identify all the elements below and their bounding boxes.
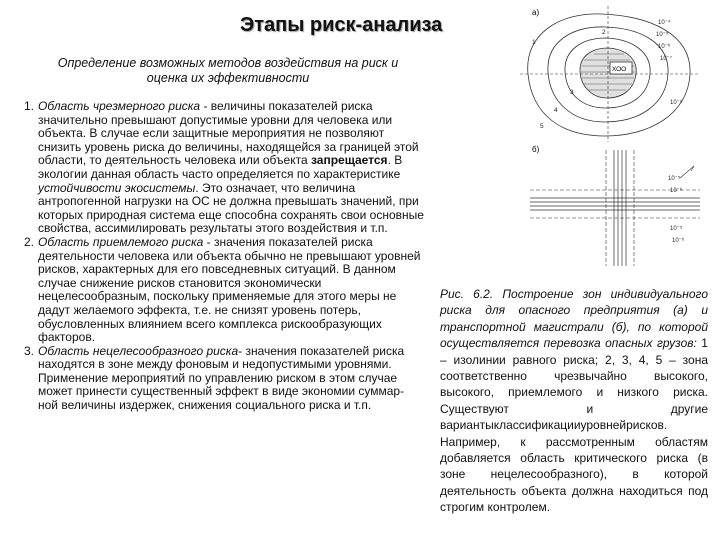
list-item-2 <box>24 236 424 345</box>
page-title: Этапы риск-анализа <box>240 14 443 36</box>
iso-label: 10⁻⁷ <box>660 56 673 62</box>
figure-a-risk-zones <box>510 4 710 144</box>
item-text: . В экологии данная область часто определяется по характеристике <box>38 153 403 181</box>
iso-label: 10⁻⁴ <box>658 20 671 26</box>
list-item-3 <box>24 345 424 413</box>
iso-label: 10⁻⁶ <box>672 238 685 244</box>
iso-label: 10⁻⁸ <box>670 100 683 106</box>
risk-areas-list <box>24 100 424 413</box>
list-item-1 <box>24 100 424 236</box>
figure-b-route-zones <box>520 142 710 270</box>
iso-label: 10⁻⁵ <box>670 226 683 232</box>
item-text: - значения показателей риска деятельности человека или объекта обычно не превышают уровней рисков, характерных для его повседневных ситуаций. В данном случае снижение рисков становится экономически нецелесообразным, поскольку применяемые для этого меры не дадут желаемого эффекта, т.е. не снизят уровень потерь, обусловленных влиянием всего комплекса рискообразующих факторов. <box>38 234 421 345</box>
zone-number: 3 <box>570 89 574 96</box>
figure-a-label: а) <box>532 8 540 17</box>
iso-label: 10⁻⁵ <box>656 32 669 38</box>
item-term: Область приемлемого риска <box>38 234 204 249</box>
item-number: 3. <box>24 343 35 358</box>
item-term: Область нецелесообразного риска <box>38 343 239 358</box>
caption-prefix: Рис. 6.2. Построение зон индивидуального риска для опасного предприятия (а) и транспортной магистрали (б), по которой осуществляется перевозка опасных грузов: <box>440 287 708 351</box>
figure-b-label: б) <box>532 145 540 154</box>
figure-caption <box>440 286 708 516</box>
item-number: 1. <box>24 99 35 113</box>
item-number: 2. <box>24 234 35 249</box>
zone-number: 4 <box>554 107 558 114</box>
iso-label: 10⁻⁶ <box>670 188 683 194</box>
iso-label: 10⁻⁵ <box>668 176 681 182</box>
iso-label: 10⁻⁶ <box>658 44 671 50</box>
zone-number: 1 <box>532 39 536 46</box>
zone-number: 2 <box>602 29 606 36</box>
item-text: - величины показателей риска значительно превышают допустимые уровни для человека или объекта. В случае если защитные мероприятия не позволяют снизить уровень риска до величины, находящейся за границей этой области, то деятельность человека или объекта <box>38 99 419 168</box>
page-subtitle: Определение возможных методов воздействия на риск и оценка их эффективности <box>57 56 399 85</box>
facility-label: ХОО <box>612 66 627 73</box>
item-emphasis-bold: запрещается <box>310 153 388 168</box>
item-text: . Это означает, что величина антропогенной нагрузки на ОС не должна превышать значений, при которых природная система еще способна сохранять свои основные свойства, ассимилировать результаты этого воздействия и т.п. <box>38 180 424 236</box>
item-emphasis-italic: устойчивости экосистемы <box>38 180 196 195</box>
item-text: - значения показателей риска находятся в зоне между фоновым и недопустимыми уровнями. Применение мероприятий по управлению риском в этом случае может принести существенный эффект в виде экономии суммар-ной величины издержек, снижения социального риска и т.п. <box>38 343 405 413</box>
caption-text: 1 – изолинии равного риска; 2, 3, 4, 5 – зона соответственно чрезвычайно высокого, высокого, приемлемого и низкого риска. Существуют и другие вариантыклассификацииуровнейрисков. Например, к рассмотренным областям добавляется область критического риска (в зоне нецелесообразного), в которой деятельность объекта должна находиться под строгим контролем. <box>440 336 708 515</box>
item-term: Область чрезмерного риска <box>38 99 201 113</box>
zone-number: 5 <box>540 123 544 130</box>
